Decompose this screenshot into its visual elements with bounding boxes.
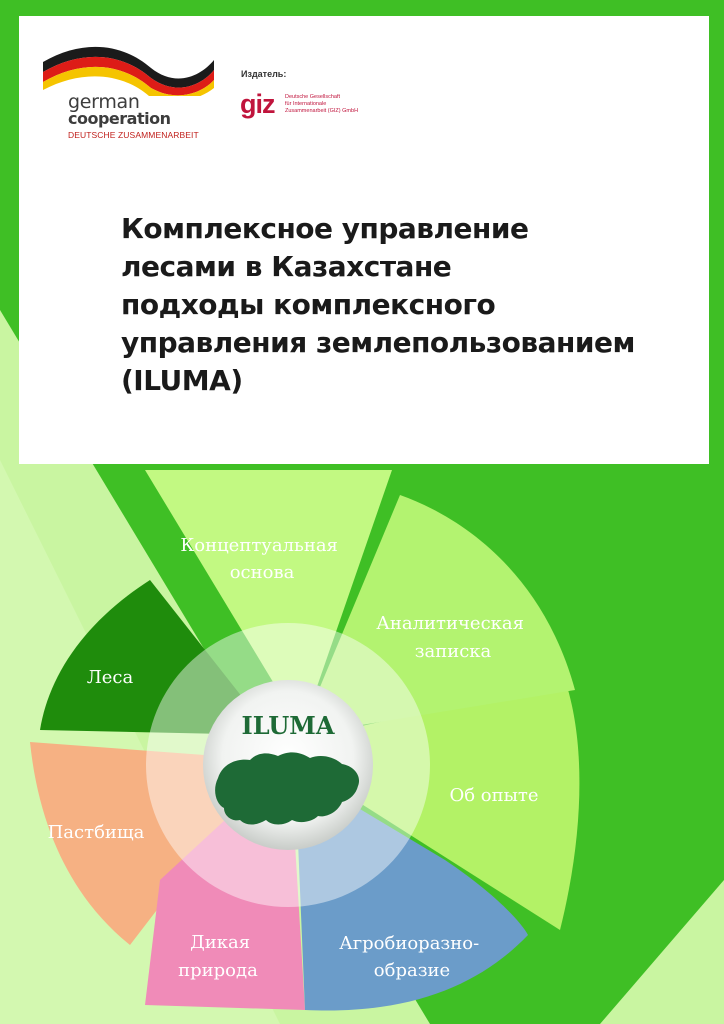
giz-logo: giz — [240, 89, 275, 119]
label-line: Агробиоразно- — [339, 933, 480, 954]
iluma-wheel-diagram — [0, 464, 724, 1024]
title-line: подходы комплексного — [121, 288, 496, 321]
label-line: природа — [178, 960, 258, 981]
segment-label-experience — [449, 785, 538, 806]
label-line: Пастбища — [47, 822, 145, 843]
title-line: (ILUMA) — [121, 364, 243, 397]
giz-desc-line: Deutsche Gesellschaft — [285, 94, 341, 100]
label-line: основа — [229, 562, 295, 583]
label-line: Об опыте — [449, 785, 539, 806]
logo-text-deutsche: DEUTSCHE ZUSAMMENARBEIT — [68, 130, 199, 140]
german-flag-wave-icon — [41, 40, 216, 96]
document-title — [121, 210, 691, 400]
label-line: Леса — [86, 667, 134, 688]
logo-text-german: german — [68, 91, 140, 113]
publisher-label: Издатель: — [241, 69, 287, 79]
title-line: Комплексное управление — [121, 212, 529, 245]
giz-desc-line: für Internationale — [285, 101, 327, 107]
label-line: образие — [373, 960, 451, 981]
giz-description — [285, 94, 395, 115]
label-line: Концептуальная — [180, 535, 338, 556]
header-panel — [19, 16, 709, 464]
giz-desc-line: Zusammenarbeit (GIZ) GmbH — [285, 108, 359, 114]
title-line: управления землепользованием — [121, 326, 635, 359]
german-cooperation-logo — [41, 40, 221, 158]
label-line: Аналитическая — [376, 613, 524, 634]
segment-label-forests — [87, 667, 134, 688]
title-line: лесами в Казахстане — [121, 250, 452, 283]
segment-label-pastures — [48, 822, 145, 843]
label-line: записка — [414, 641, 492, 662]
center-title: ILUMA — [241, 711, 335, 740]
logo-text-cooperation: cooperation — [68, 109, 171, 128]
label-line: Дикая — [190, 932, 251, 953]
